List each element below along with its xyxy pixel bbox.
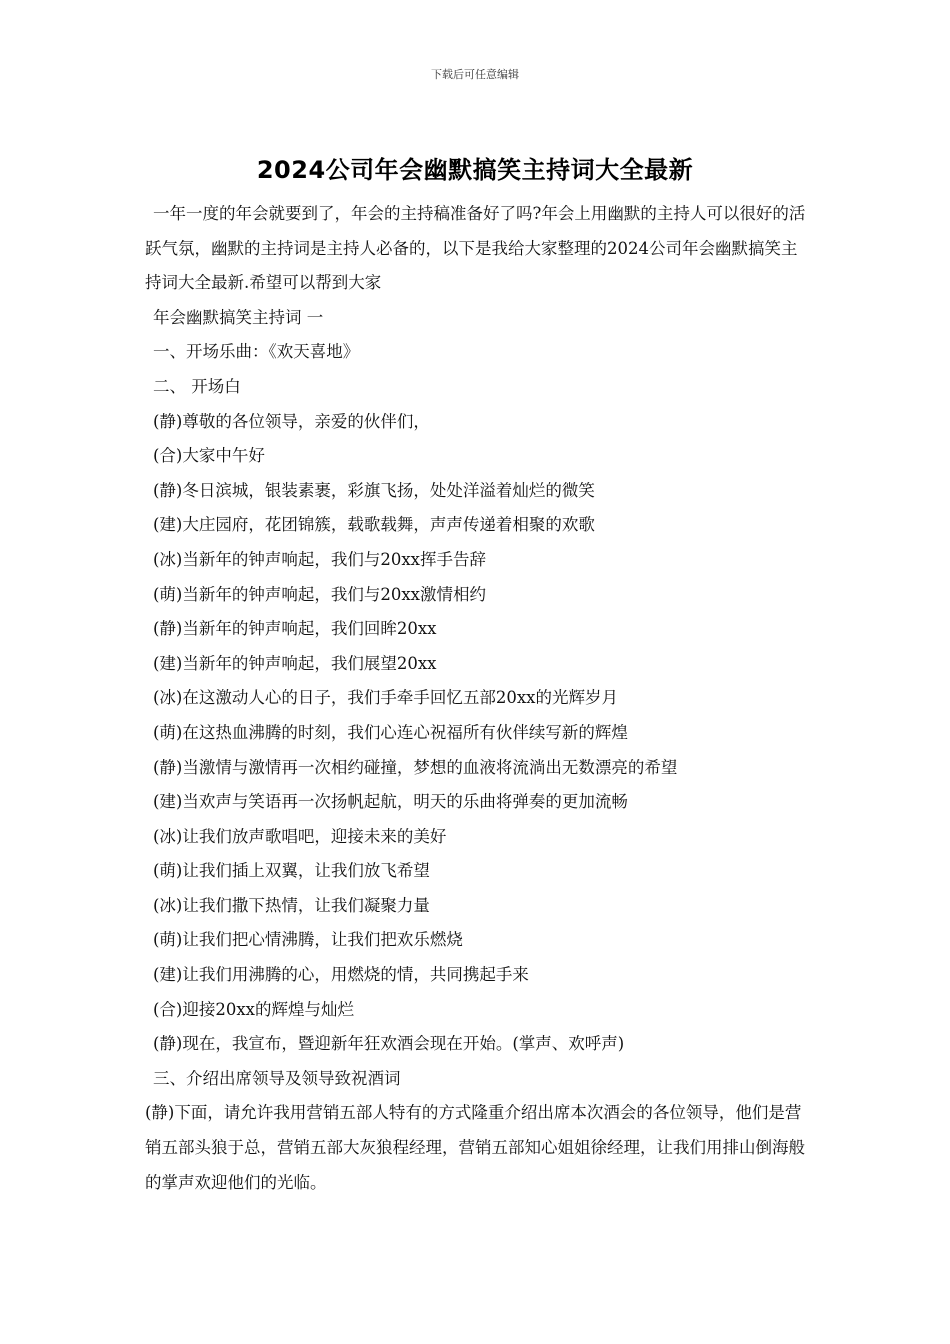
- script-line: (萌)让我们插上双翼，让我们放飞希望: [153, 861, 430, 881]
- document-body: [145, 197, 810, 1200]
- program-item: 一、开场乐曲：《欢天喜地》: [153, 342, 360, 362]
- program-item: 三、介绍出席领导及领导致祝酒词: [153, 1068, 401, 1088]
- script-line: (静)尊敬的各位领导，亲爱的伙伴们，: [153, 411, 430, 431]
- document-title: 2024公司年会幽默搞笑主持词大全最新: [256, 156, 694, 184]
- script-line: (萌)在这热血沸腾的时刻，我们心连心祝福所有伙伴续写新的辉煌: [153, 722, 628, 742]
- script-line: (建)当欢声与笑语再一次扬帆起航，明天的乐曲将弹奏的更加流畅: [153, 792, 628, 812]
- script-line: (萌)当新年的钟声响起，我们与20xx激情相约: [153, 584, 486, 604]
- script-line: (静)冬日滨城，银装素裹，彩旗飞扬，处处洋溢着灿烂的微笑: [153, 480, 595, 500]
- script-line: (冰)在这激动人心的日子，我们手牵手回忆五部20xx的光辉岁月: [153, 688, 618, 708]
- script-line: (冰)让我们放声歌唱吧，迎接未来的美好: [153, 826, 447, 846]
- script-line: (建)让我们用沸腾的心，用燃烧的情，共同携起手来: [153, 965, 529, 985]
- program-item: 二、 开场白: [153, 376, 241, 396]
- section-heading: 年会幽默搞笑主持词 一: [153, 307, 324, 327]
- script-line: (建)当新年的钟声响起，我们展望20xx: [153, 653, 437, 673]
- script-line: (静)现在，我宣布，暨迎新年狂欢酒会现在开始。(掌声、欢呼声): [153, 1034, 625, 1054]
- script-line: (建)大庄园府，花团锦簇，载歌载舞，声声传递着相聚的欢歌: [153, 515, 595, 535]
- script-line: (静)当新年的钟声响起，我们回眸20xx: [153, 619, 437, 639]
- closing-paragraph: (静)下面，请允许我用营销五部人特有的方式隆重介绍出席本次酒会的各位领导，他们是营销五部头狼于总，营销五部大灰狼程经理，营销五部知心姐姐徐经理，让我们用排山倒海般的掌声欢迎他们的光临。: [145, 1103, 805, 1192]
- script-line: (冰)让我们撒下热情，让我们凝聚力量: [153, 895, 430, 915]
- script-line: (合)大家中午好: [153, 446, 265, 466]
- script-line: (萌)让我们把心情沸腾，让我们把欢乐燃烧: [153, 930, 463, 950]
- intro-paragraph: 一年一度的年会就要到了，年会的主持稿准备好了吗?年会上用幽默的主持人可以很好的活跃气氛，幽默的主持词是主持人必备的，以下是我给大家整理的2024公司年会幽默搞笑主持词大全最新.希望可以帮到大家: [145, 204, 806, 293]
- script-line: (合)迎接20xx的辉煌与灿烂: [153, 999, 354, 1019]
- script-line: (静)当激情与激情再一次相约碰撞，梦想的血液将流淌出无数漂亮的希望: [153, 757, 678, 777]
- script-line: (冰)当新年的钟声响起，我们与20xx挥手告辞: [153, 549, 486, 569]
- header-note: 下载后可任意编辑: [431, 68, 519, 81]
